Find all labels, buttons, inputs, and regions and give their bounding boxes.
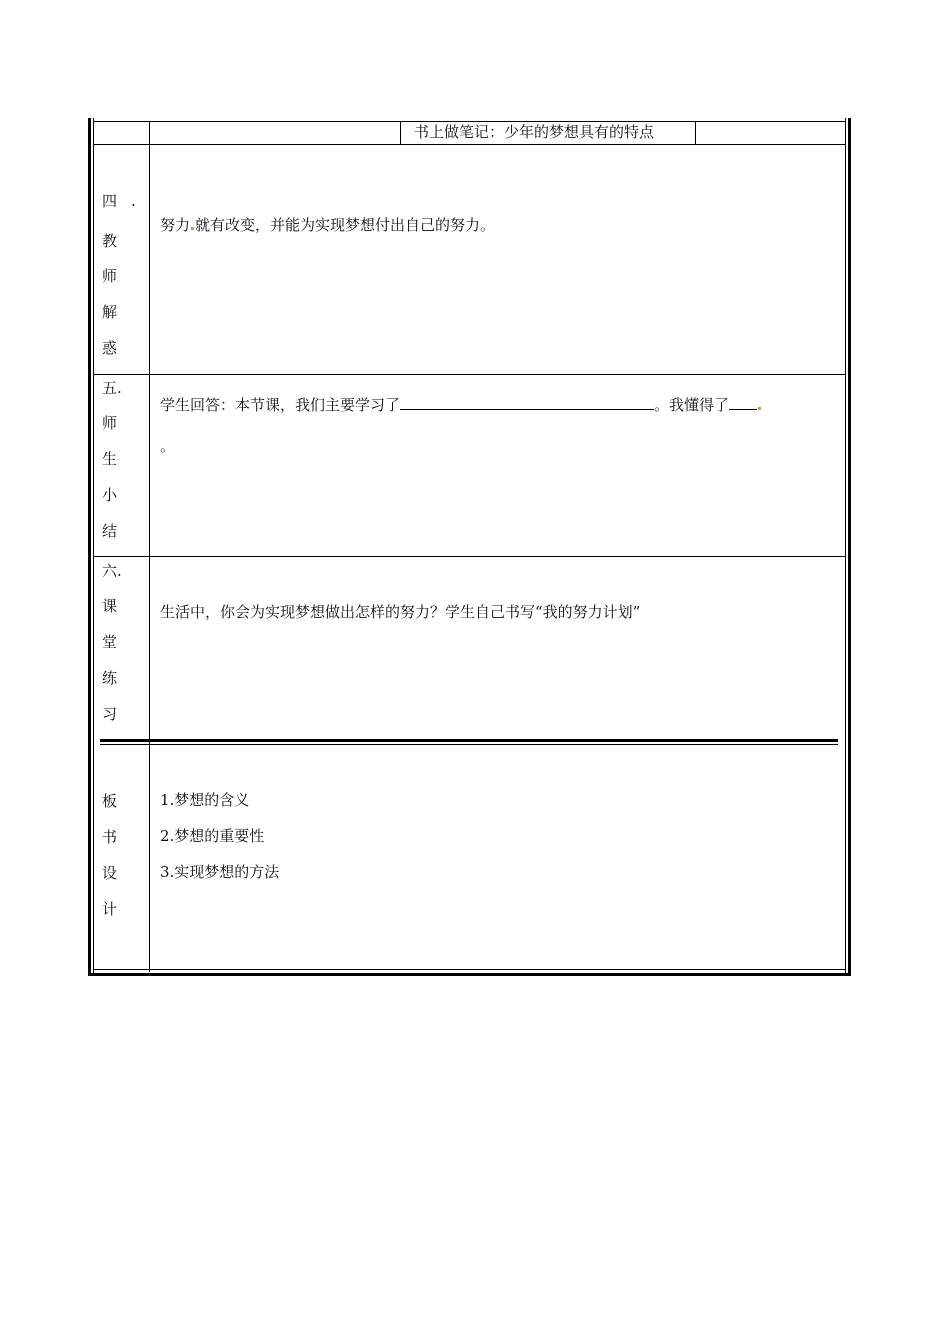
- row4-label-char: 解: [102, 303, 118, 321]
- table-border-bottom-inner: [93, 969, 846, 970]
- table-border-bottom: [88, 973, 851, 976]
- row6-label-char: 习: [102, 705, 118, 723]
- row6-label-char: 堂: [102, 633, 118, 651]
- row5-label-char: 生: [102, 450, 118, 468]
- row4-label-char: 师: [102, 267, 118, 285]
- row5-label-char: 小: [102, 486, 118, 504]
- table-border-right-inner: [845, 118, 846, 976]
- row-divider: [93, 374, 846, 375]
- board-item: 3.实现梦想的方法: [160, 863, 280, 881]
- row6-content: 生活中，你会为实现梦想做出怎样的努力？学生自己书写“我的努力计划”: [160, 603, 641, 621]
- row5-content-part: 。我懂得了: [654, 396, 730, 414]
- board-item: 1.梦想的含义: [160, 791, 250, 809]
- ink-dot: [758, 407, 761, 410]
- row5-label-char: 五.: [102, 379, 122, 397]
- note-cell-text: 书上做笔记：少年的梦想具有的特点: [414, 123, 655, 141]
- double-divider-top: [100, 739, 838, 742]
- row4-content-part: 就有改变，并能为实现梦想付出自己的努力。: [195, 216, 496, 234]
- board-label-char: 设: [102, 864, 118, 882]
- row6-label-char: 六.: [102, 562, 122, 580]
- table-border-left: [88, 118, 91, 976]
- row5-label-char: 师: [102, 414, 118, 432]
- lesson-plan-table: [88, 118, 851, 976]
- row-divider: [93, 556, 846, 557]
- table-border-left-inner: [93, 118, 94, 976]
- row4-content: [160, 215, 495, 235]
- fill-in-blank: [729, 394, 757, 410]
- row5-content-part: 学生回答：本节课，我们主要学习了: [160, 396, 401, 414]
- row5-content: [160, 394, 762, 415]
- double-divider-bottom: [100, 744, 838, 745]
- fill-in-blank: [400, 394, 654, 410]
- board-label-char: 计: [102, 900, 118, 918]
- note-cell-divider-right: [695, 121, 696, 144]
- ink-dot: [191, 227, 194, 230]
- row4-label-char: .: [131, 192, 136, 210]
- label-column-divider: [149, 121, 150, 972]
- row6-label-char: 练: [102, 669, 118, 687]
- row4-label-char: 四: [102, 192, 118, 210]
- table-border-right: [848, 118, 851, 976]
- note-cell-divider-left: [400, 121, 401, 144]
- row6-label-char: 课: [102, 597, 118, 615]
- board-label-char: 板: [102, 792, 118, 810]
- row4-content-part: 努力: [160, 216, 191, 234]
- row4-label-char: 惑: [102, 339, 118, 357]
- board-label-char: 书: [102, 828, 118, 846]
- row-divider: [93, 144, 846, 145]
- row5-content-end: 。: [160, 437, 176, 455]
- row4-label-char: 教: [102, 232, 118, 250]
- board-item: 2.梦想的重要性: [160, 827, 265, 845]
- row5-label-char: 结: [102, 522, 118, 540]
